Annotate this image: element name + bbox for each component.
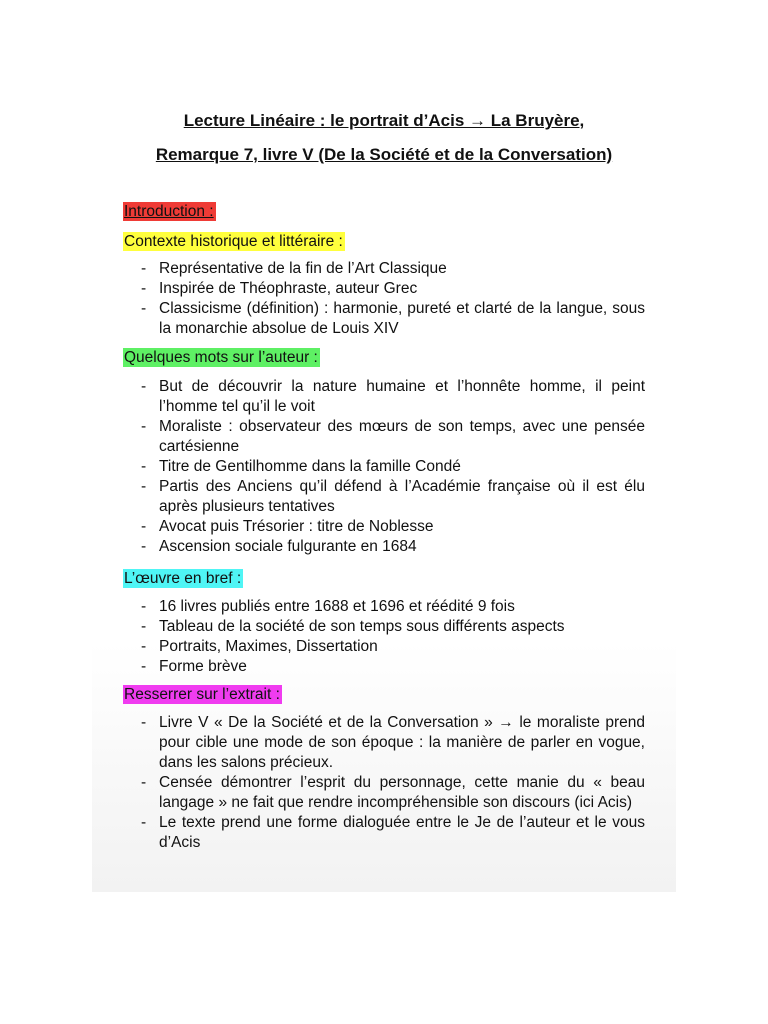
introduction-heading bbox=[123, 202, 216, 221]
extrait-heading-text: Resserrer sur l’extrait : bbox=[124, 686, 280, 703]
document-subtitle: Remarque 7, livre V (De la Société et de la Conversation) bbox=[155, 145, 613, 164]
document-title: Lecture Linéaire : le portrait d’Acis → La Bruyère, bbox=[183, 111, 585, 130]
contexte-list bbox=[123, 259, 645, 339]
list-item: - Titre de Gentilhomme dans la famille Condé bbox=[123, 457, 645, 477]
list-item: - Représentative de la fin de l’Art Classique bbox=[123, 259, 645, 279]
list-item: - Inspirée de Théophraste, auteur Grec bbox=[123, 279, 645, 299]
list-item: - Portraits, Maximes, Dissertation bbox=[123, 637, 645, 657]
list-item: - Moraliste : observateur des mœurs de son temps, avec une pensée cartésienne bbox=[123, 417, 645, 457]
list-item: - Forme brève bbox=[123, 657, 645, 677]
list-item: - Le texte prend une forme dialoguée entre le Je de l’auteur et le vous d’Acis bbox=[123, 813, 645, 853]
list-item: - Tableau de la société de son temps sous différents aspects bbox=[123, 617, 645, 637]
list-item: - But de découvrir la nature humaine et l’honnête homme, il peint l’homme tel qu’il le voit bbox=[123, 377, 645, 417]
auteur-list bbox=[123, 377, 645, 557]
oeuvre-list bbox=[123, 597, 645, 677]
extrait-list bbox=[123, 713, 645, 853]
list-item: - Classicisme (définition) : harmonie, pureté et clarté de la langue, sous la monarchie absolue de Louis XIV bbox=[123, 299, 645, 339]
oeuvre-heading bbox=[123, 569, 243, 588]
list-item: - Partis des Anciens qu’il défend à l’Académie française où il est élu après plusieurs tentatives bbox=[123, 477, 645, 517]
list-item: - Ascension sociale fulgurante en 1684 bbox=[123, 537, 645, 557]
introduction-heading-text: Introduction : bbox=[124, 203, 214, 220]
auteur-heading-text: Quelques mots sur l’auteur : bbox=[124, 349, 318, 366]
list-item: - 16 livres publiés entre 1688 et 1696 et réédité 9 fois bbox=[123, 597, 645, 617]
contexte-heading-text: Contexte historique et littéraire : bbox=[124, 233, 343, 250]
oeuvre-heading-text: L’œuvre en bref : bbox=[124, 570, 242, 587]
contexte-heading bbox=[123, 232, 345, 251]
extrait-heading bbox=[123, 685, 282, 704]
list-item: - Livre V « De la Société et de la Conversation » → le moraliste prend pour cible une mode de son époque : la manière de parler en vogue, dans les salons précieux. bbox=[123, 713, 645, 773]
auteur-heading bbox=[123, 348, 320, 367]
list-item: - Censée démontrer l’esprit du personnage, cette manie du « beau langage » ne fait que rendre incompréhensible son discours (ici Acis) bbox=[123, 773, 645, 813]
list-item: - Avocat puis Trésorier : titre de Noblesse bbox=[123, 517, 645, 537]
